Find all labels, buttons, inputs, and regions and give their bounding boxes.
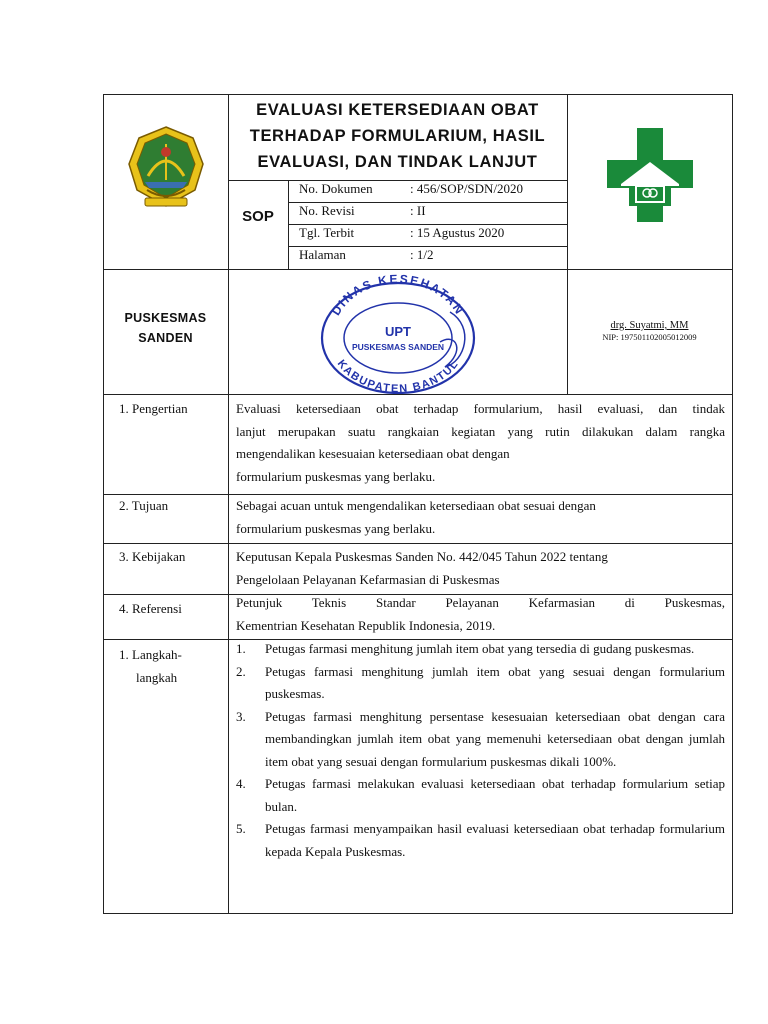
meta-value-issue-date: : 15 Agustus 2020 xyxy=(410,225,505,240)
section-text-purpose xyxy=(236,495,725,540)
organization-name xyxy=(103,308,228,348)
stamp-middle-text-2: PUSKESMAS SANDEN xyxy=(351,342,445,352)
document-title xyxy=(228,97,567,175)
meta-value-page: : 1/2 xyxy=(410,247,434,262)
section-line-0 xyxy=(103,394,732,395)
reference-line-2: Kementrian Kesehatan Republik Indonesia, 2019. xyxy=(236,617,496,633)
step-number: 1. xyxy=(236,641,246,656)
official-stamp xyxy=(315,272,481,394)
border-bottom xyxy=(103,913,732,914)
section-text-policy xyxy=(236,546,725,591)
meta-value-doc-no: : 456/SOP/SDN/2020 xyxy=(410,181,524,196)
sop-label: SOP xyxy=(242,208,274,225)
meta-label-page: Halaman xyxy=(299,247,346,262)
reference-line-1: Petunjuk Teknis Standar Pelayanan Kefarmasian di Puskesmas, xyxy=(236,595,725,610)
steps-label-line-2: langkah xyxy=(136,669,178,685)
organization-line-2: SANDEN xyxy=(138,331,193,345)
signer-name: drg. Suyatmi, MM xyxy=(610,320,689,331)
title-line-1: EVALUASI KETERSEDIAAN OBAT xyxy=(256,101,539,119)
section-label-steps xyxy=(119,644,182,689)
stamp-middle-text-1: UPT xyxy=(385,324,411,339)
step-item xyxy=(236,773,725,818)
organization-line-1: PUSKESMAS xyxy=(124,311,207,325)
section-label-reference: 4. Referensi xyxy=(119,601,182,616)
title-line-2: TERHADAP FORMULARIUM, HASIL xyxy=(249,127,546,145)
definition-line-4: formularium puskesmas yang berlaku. xyxy=(236,468,436,484)
section-label-purpose: 2. Tujuan xyxy=(119,498,169,513)
section-line-2 xyxy=(103,543,732,544)
step-number: 2. xyxy=(236,663,246,679)
border-right xyxy=(732,94,733,914)
definition-line-3: mengendalikan kesesuaian ketersediaan obat dengan xyxy=(236,446,510,461)
step-text: Petugas farmasi menghitung persentase kesesuaian ketersediaan obat dengan cara membandingkan jumlah item obat yang memenuhi ketersediaan obat dengan jumlah item obat yang sesuai dengan formularium puskesmas dikali 100%. xyxy=(265,708,725,769)
puskesmas-logo xyxy=(601,122,699,232)
meta-label-revision: No. Revisi xyxy=(299,203,355,218)
section-label-policy: 3. Kebijakan xyxy=(119,549,186,564)
stamp-lower-text: KABUPATEN BANTUL xyxy=(334,357,462,394)
step-item xyxy=(236,818,725,863)
step-number: 5. xyxy=(236,821,246,836)
section-label-definition: 1. Pengertian xyxy=(119,401,188,416)
step-text: Petugas farmasi menghitung jumlah item obat yang sesuai dengan formularium puskesmas. xyxy=(265,663,725,701)
border-top xyxy=(103,94,732,95)
header-right-divider xyxy=(567,94,568,394)
sop-document xyxy=(103,94,732,913)
policy-line-1: Keputusan Kepala Puskesmas Sanden No. 442/045 Tahun 2022 tentang xyxy=(236,549,608,564)
border-left xyxy=(103,94,104,913)
meta-value-revision: : II xyxy=(410,203,426,218)
step-text: Petugas farmasi menghitung jumlah item obat yang tersedia di gudang puskesmas. xyxy=(265,641,695,656)
purpose-line-2: formularium puskesmas yang berlaku. xyxy=(236,520,436,536)
step-text: Petugas farmasi menyampaikan hasil evaluasi ketersediaan obat terhadap formularium kepada Kepala Puskesmas. xyxy=(265,821,725,859)
step-item xyxy=(236,661,725,706)
stamp-upper-text: DINAS KESEHATAN xyxy=(328,272,468,318)
step-item xyxy=(236,706,725,774)
header-bottom-line xyxy=(103,269,732,270)
definition-line-1: Evaluasi ketersediaan obat terhadap formularium, hasil evaluasi, dan tindak xyxy=(236,401,725,416)
meta-label-issue-date: Tgl. Terbit xyxy=(299,225,355,240)
step-item xyxy=(236,638,725,661)
steps-label-line-1: 1. Langkah- xyxy=(119,647,182,662)
purpose-line-1: Sebagai acuan untuk mengendalikan ketersediaan obat sesuai dengan xyxy=(236,498,596,513)
meta-label-doc-no: No. Dokumen xyxy=(299,181,373,196)
step-number: 3. xyxy=(236,708,246,724)
signer-nip: NIP: 197501102005012009 xyxy=(602,332,697,342)
section-text-reference xyxy=(236,592,725,637)
regional-emblem xyxy=(123,124,209,212)
title-line-3: EVALUASI, DAN TINDAK LANJUT xyxy=(257,153,538,171)
step-number: 4. xyxy=(236,776,246,791)
definition-line-2: lanjut merupakan suatu rangkaian kegiatan yang rutin dilakukan dalam rangka xyxy=(236,423,725,439)
svg-text:KABUPATEN BANTUL xyxy=(335,358,462,394)
steps-list xyxy=(236,638,725,863)
section-text-definition xyxy=(236,398,725,488)
policy-line-2: Pengelolaan Pelayanan Kefarmasian di Puskesmas xyxy=(236,571,500,587)
step-text: Petugas farmasi melakukan evaluasi ketersediaan obat terhadap formularium setiap bulan. xyxy=(265,776,725,814)
svg-text:DINAS KESEHATAN xyxy=(329,272,468,318)
